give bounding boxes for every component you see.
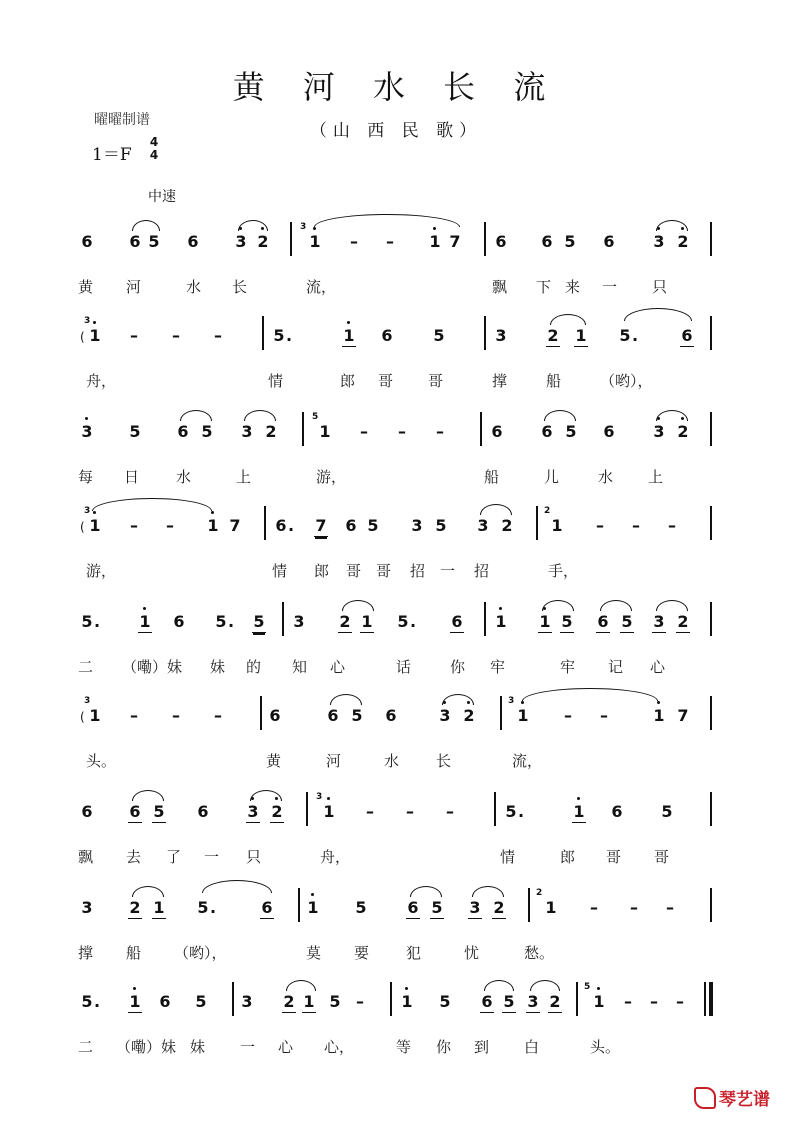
barline	[484, 222, 486, 256]
lyric: （哟），	[600, 372, 653, 390]
dash: –	[668, 516, 676, 535]
logo-icon	[694, 1087, 716, 1109]
lyric: 手，	[548, 562, 579, 580]
barline	[232, 982, 234, 1016]
dot-extension: .	[210, 898, 217, 917]
barline	[262, 316, 264, 350]
note: 3	[81, 898, 93, 917]
lyric: 妹	[190, 1038, 206, 1056]
lyric: 水	[186, 278, 202, 296]
note: 3	[247, 802, 259, 821]
lyric: 下来	[536, 278, 595, 296]
slur	[314, 214, 460, 227]
note: 3	[293, 612, 305, 631]
dash: –	[600, 706, 608, 725]
note: 5	[565, 422, 577, 441]
system-5	[0, 612, 792, 702]
lyric: 船	[484, 468, 500, 486]
note: 6	[129, 802, 141, 821]
lyric: 每	[78, 468, 94, 486]
lyric: 河	[126, 278, 142, 296]
grace-note: 3	[84, 696, 91, 706]
lyric: 去	[126, 848, 142, 866]
note: 3	[241, 992, 253, 1011]
note: 6	[261, 898, 273, 917]
lyric: 飘	[78, 848, 94, 866]
note: 6	[385, 706, 397, 725]
lyric: 心	[278, 1038, 294, 1056]
note: 3	[235, 232, 247, 251]
lyric: 心，	[324, 1038, 355, 1056]
time-signature-bottom: 4	[149, 148, 159, 162]
note: 1	[319, 422, 331, 441]
lyric: 一	[204, 848, 220, 866]
note: 5	[561, 612, 573, 631]
song-subtitle: （山 西 民 歌）	[309, 121, 483, 141]
dash: –	[386, 232, 394, 251]
note: 6	[603, 422, 615, 441]
note: 2	[463, 706, 475, 725]
note: 7	[315, 516, 327, 535]
note: 5	[503, 992, 515, 1011]
lyric: 日	[124, 468, 140, 486]
lyric: （嘞）妹	[116, 1038, 177, 1056]
note: 6	[269, 706, 281, 725]
barline	[306, 792, 308, 826]
note: 3	[81, 422, 93, 441]
lyric: 到	[474, 1038, 490, 1056]
note: 5	[367, 516, 379, 535]
note: 6	[451, 612, 463, 631]
note: 1	[207, 516, 219, 535]
lyric: 头。	[590, 1038, 621, 1056]
dot-extension: .	[94, 612, 101, 631]
note: 5	[397, 612, 409, 631]
note: 2	[547, 326, 559, 345]
grace-note: 2	[536, 888, 543, 898]
note: 6	[381, 326, 393, 345]
dash: –	[130, 516, 138, 535]
lyric: 水	[176, 468, 192, 486]
note: 1	[429, 232, 441, 251]
note: 2	[271, 802, 283, 821]
barline	[710, 222, 712, 256]
lyric: 心	[330, 658, 346, 676]
lyric: 犯	[406, 944, 422, 962]
lyric: 二	[78, 1038, 94, 1056]
system-6	[0, 696, 792, 796]
barline	[710, 316, 712, 350]
lyric: （哟），	[174, 944, 227, 962]
note: 2	[677, 612, 689, 631]
lyric: 流，	[512, 752, 543, 770]
note: 6	[491, 422, 503, 441]
note: 6	[81, 802, 93, 821]
note: 5	[215, 612, 227, 631]
note: 2	[549, 992, 561, 1011]
note: 1	[593, 992, 605, 1011]
dash: –	[366, 802, 374, 821]
note: 5	[153, 802, 165, 821]
barline	[302, 412, 304, 446]
lyric: 飘	[492, 278, 508, 296]
note: 5	[201, 422, 213, 441]
dash: –	[564, 706, 572, 725]
note: 3	[527, 992, 539, 1011]
lyric: 只	[652, 278, 668, 296]
note: 2	[129, 898, 141, 917]
barline	[710, 506, 712, 540]
note: 1	[545, 898, 557, 917]
dot-extension: .	[94, 992, 101, 1011]
note: 6	[603, 232, 615, 251]
lyric: 流，	[306, 278, 337, 296]
note: 6	[407, 898, 419, 917]
barline	[528, 888, 530, 922]
lyric: 哥	[428, 372, 444, 390]
lyric: 情	[268, 372, 284, 390]
dash: –	[130, 706, 138, 725]
lyric: 黄	[78, 278, 94, 296]
note: 1	[323, 802, 335, 821]
lyric: 上	[236, 468, 252, 486]
note: 6	[541, 422, 553, 441]
note: 3	[241, 422, 253, 441]
grace-note: 5	[584, 982, 591, 992]
grace-note: 3	[508, 696, 515, 706]
note: 6	[541, 232, 553, 251]
system-2	[0, 316, 792, 416]
lyric: 话	[396, 658, 412, 676]
lyric: 舟，	[86, 372, 117, 390]
note: 1	[401, 992, 413, 1011]
lyric: 哥	[606, 848, 622, 866]
grace-note: 3	[84, 506, 91, 516]
barline	[494, 792, 496, 826]
note: 1	[129, 992, 141, 1011]
lyric: 郎	[340, 372, 356, 390]
lyric: 撑	[78, 944, 94, 962]
system-3	[0, 412, 792, 512]
grace-note: 5	[312, 412, 319, 422]
lyric: 水	[598, 468, 614, 486]
lyric: 郎	[560, 848, 576, 866]
lyric: 一	[240, 1038, 256, 1056]
note: 6	[597, 612, 609, 631]
system-4	[0, 506, 792, 606]
barline	[710, 888, 712, 922]
note: 2	[283, 992, 295, 1011]
slur	[238, 220, 268, 231]
note: 6	[197, 802, 209, 821]
dot-extension: .	[410, 612, 417, 631]
note: 7	[677, 706, 689, 725]
dash: –	[172, 326, 180, 345]
lyric: 只	[246, 848, 262, 866]
note: 3	[477, 516, 489, 535]
note: 5	[197, 898, 209, 917]
note: 5	[439, 992, 451, 1011]
lyric: 等	[396, 1038, 412, 1056]
dash: –	[676, 992, 684, 1011]
barline	[500, 696, 502, 730]
dot-extension: .	[632, 326, 639, 345]
note: 1	[89, 706, 101, 725]
lyric: 了	[166, 848, 182, 866]
note: 3	[653, 232, 665, 251]
lyric: 愁。	[524, 944, 555, 962]
dash: –	[360, 422, 368, 441]
barline	[390, 982, 392, 1016]
dash: –	[590, 898, 598, 917]
note: 6	[495, 232, 507, 251]
grace-note: 3	[316, 792, 323, 802]
lyric: 头。	[86, 752, 117, 770]
note: 1	[307, 898, 319, 917]
dot-extension: .	[228, 612, 235, 631]
note: 1	[361, 612, 373, 631]
note: 6	[81, 232, 93, 251]
lyric: 一	[440, 562, 456, 580]
note: 6	[345, 516, 357, 535]
dash: –	[630, 898, 638, 917]
lyric: 莫	[306, 944, 322, 962]
lyric: 要	[354, 944, 370, 962]
lyric: 哥	[378, 372, 394, 390]
note: 1	[89, 326, 101, 345]
lyric: 二	[78, 658, 94, 676]
note: 6	[159, 992, 171, 1011]
lyric: 河	[326, 752, 342, 770]
note: 5	[129, 422, 141, 441]
barline	[710, 696, 712, 730]
lyric: 一	[602, 278, 618, 296]
note: 3	[653, 612, 665, 631]
note: 5	[351, 706, 363, 725]
barline	[282, 602, 284, 636]
lyric: 船	[546, 372, 562, 390]
note: 6	[173, 612, 185, 631]
lyric: 哥	[346, 562, 362, 580]
lyric: 妹	[210, 658, 226, 676]
note: 1	[303, 992, 315, 1011]
lyric: 情	[500, 848, 516, 866]
dash: –	[632, 516, 640, 535]
note: 1	[153, 898, 165, 917]
note: 5	[148, 232, 160, 251]
dash: –	[406, 802, 414, 821]
lyric: 记	[608, 658, 624, 676]
note: 2	[677, 422, 689, 441]
note: 1	[551, 516, 563, 535]
barline	[480, 412, 482, 446]
note: 5	[431, 898, 443, 917]
lyric: 知	[292, 658, 308, 676]
note: 5	[253, 612, 265, 631]
note: 5	[355, 898, 367, 917]
system-7	[0, 792, 792, 892]
lyric: 水	[384, 752, 400, 770]
lyric: 上	[648, 468, 664, 486]
grace-note: 2	[544, 506, 551, 516]
site-logo	[694, 1085, 770, 1110]
grace-brace: (	[80, 710, 85, 724]
lyric: 船	[126, 944, 142, 962]
dash: –	[166, 516, 174, 535]
note: 6	[327, 706, 339, 725]
note: 6	[481, 992, 493, 1011]
dot-extension: .	[518, 802, 525, 821]
note: 6	[129, 232, 141, 251]
song-title: 黄 河 水 长 流	[232, 68, 560, 106]
dash: –	[666, 898, 674, 917]
note: 2	[493, 898, 505, 917]
lyric: 舟，	[320, 848, 351, 866]
final-barline-thick	[709, 982, 713, 1016]
note: 2	[265, 422, 277, 441]
barline	[536, 506, 538, 540]
note: 3	[411, 516, 423, 535]
barline	[260, 696, 262, 730]
note: 7	[449, 232, 461, 251]
note: 3	[653, 422, 665, 441]
barline	[576, 982, 578, 1016]
key-signature: 1＝F	[92, 145, 132, 165]
note: 5	[505, 802, 517, 821]
lyric: 哥	[654, 848, 670, 866]
note: 5	[81, 612, 93, 631]
grace-brace: (	[80, 330, 85, 344]
note: 5	[621, 612, 633, 631]
lyric: 招	[474, 562, 490, 580]
lyric: 长	[436, 752, 452, 770]
lyric: 你	[450, 658, 466, 676]
lyric: 长	[232, 278, 248, 296]
lyric: 儿	[544, 468, 560, 486]
note: 5	[435, 516, 447, 535]
note: 1	[517, 706, 529, 725]
note: 6	[177, 422, 189, 441]
lyric: 游，	[316, 468, 347, 486]
dash: –	[356, 992, 364, 1011]
barline	[290, 222, 292, 256]
note: 6	[681, 326, 693, 345]
barline	[710, 412, 712, 446]
barline	[484, 602, 486, 636]
dash: –	[436, 422, 444, 441]
note: 1	[575, 326, 587, 345]
system-9	[0, 982, 792, 1082]
lyric: 牢	[490, 658, 506, 676]
final-barline-thin	[704, 982, 706, 1016]
tempo-marking: 中速	[148, 189, 176, 205]
note: 1	[653, 706, 665, 725]
dot-extension: .	[286, 326, 293, 345]
lyric: 招	[410, 562, 426, 580]
lyric: 游，	[86, 562, 117, 580]
slur	[132, 220, 160, 231]
note: 6	[275, 516, 287, 535]
barline	[710, 792, 712, 826]
note: 5	[195, 992, 207, 1011]
note: 1	[139, 612, 151, 631]
barline	[484, 316, 486, 350]
note: 1	[495, 612, 507, 631]
lyric: 忧	[464, 944, 480, 962]
lyric: 黄	[266, 752, 282, 770]
barline	[710, 602, 712, 636]
grace-note: 3	[300, 222, 307, 232]
dash: –	[214, 326, 222, 345]
dash: –	[446, 802, 454, 821]
dash: –	[172, 706, 180, 725]
note: 7	[229, 516, 241, 535]
note: 5	[433, 326, 445, 345]
note: 1	[573, 802, 585, 821]
note: 1	[343, 326, 355, 345]
dash: –	[650, 992, 658, 1011]
note: 1	[89, 516, 101, 535]
dash: –	[624, 992, 632, 1011]
note: 5	[273, 326, 285, 345]
lyric: 郎	[314, 562, 330, 580]
grace-brace: (	[80, 520, 85, 534]
note: 2	[677, 232, 689, 251]
note: 6	[611, 802, 623, 821]
time-signature	[148, 136, 160, 162]
note: 5	[619, 326, 631, 345]
dash: –	[596, 516, 604, 535]
note: 3	[495, 326, 507, 345]
note: 5	[564, 232, 576, 251]
grace-note: 3	[84, 316, 91, 326]
score-maker: 曜曜制谱	[94, 112, 150, 128]
lyric: 牢	[560, 658, 576, 676]
logo-text: 琴艺谱	[719, 1090, 770, 1110]
note: 6	[187, 232, 199, 251]
barline	[298, 888, 300, 922]
note: 1	[309, 232, 321, 251]
note: 2	[257, 232, 269, 251]
lyric: （嘞）妹	[122, 658, 183, 676]
lyric: 白	[524, 1038, 540, 1056]
time-signature-top: 4	[149, 135, 159, 149]
barline	[264, 506, 266, 540]
note: 3	[469, 898, 481, 917]
system-8	[0, 888, 792, 988]
lyric: 的	[246, 658, 262, 676]
note: 5	[81, 992, 93, 1011]
lyric: 情	[272, 562, 288, 580]
dot-extension: .	[288, 516, 295, 535]
dash: –	[398, 422, 406, 441]
lyric: 撑	[492, 372, 508, 390]
note: 1	[539, 612, 551, 631]
note: 5	[661, 802, 673, 821]
lyric: 哥	[376, 562, 392, 580]
dash: –	[350, 232, 358, 251]
slur	[656, 220, 688, 231]
dash: –	[130, 326, 138, 345]
note: 3	[439, 706, 451, 725]
lyric: 心	[650, 658, 666, 676]
lyric: 你	[436, 1038, 452, 1056]
dash: –	[214, 706, 222, 725]
note: 2	[501, 516, 513, 535]
note: 2	[339, 612, 351, 631]
note: 5	[329, 992, 341, 1011]
